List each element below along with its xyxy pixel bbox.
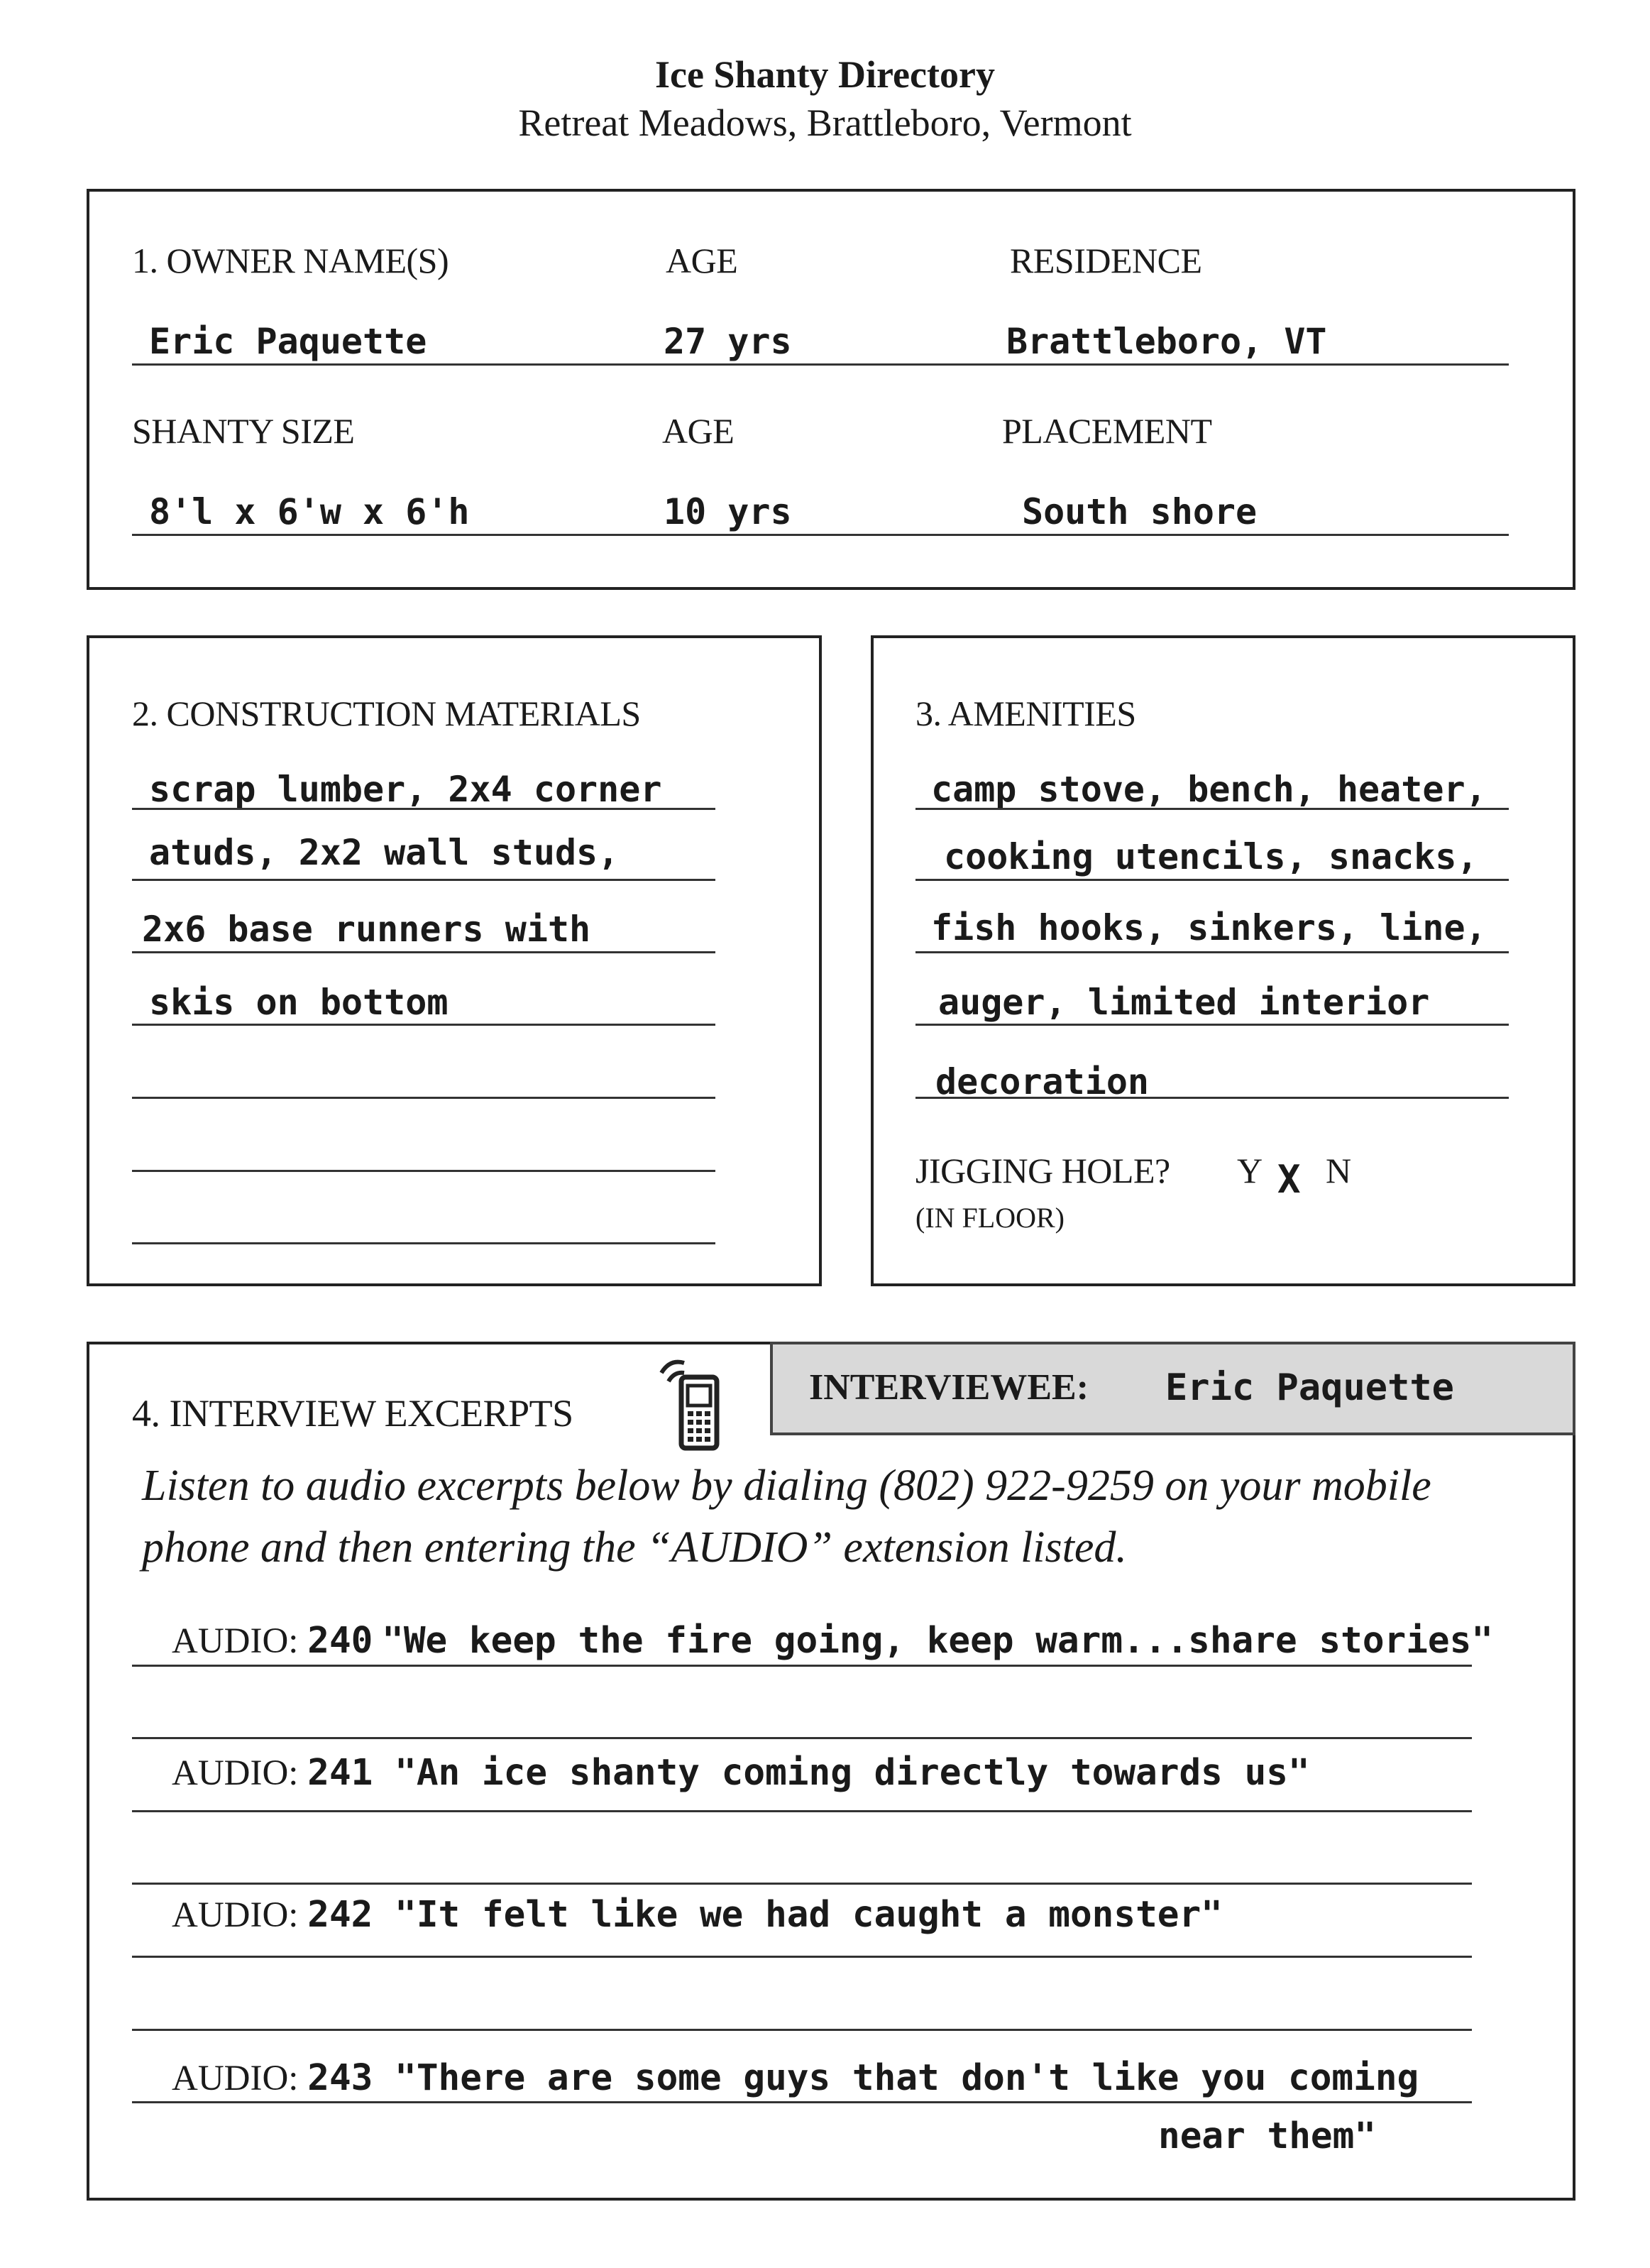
- audio-extension: 240: [307, 1620, 373, 1662]
- audio-excerpt-241[interactable]: [172, 1752, 1310, 1794]
- owner-row-underline: [132, 363, 1509, 366]
- interview-rule: [132, 1737, 1472, 1739]
- residence-value: Brattleboro, VT: [1006, 321, 1327, 362]
- jigging-no-option: N: [1326, 1151, 1351, 1190]
- amenities-line-1: camp stove, bench, heater,: [931, 769, 1487, 810]
- shanty-row-underline: [132, 534, 1509, 536]
- shanty-size-value: 8'l x 6'w x 6'h: [149, 491, 470, 532]
- interview-rule: [132, 1665, 1472, 1667]
- amenities-label: 3. AMENITIES: [915, 694, 1136, 733]
- materials-line-1: scrap lumber, 2x4 corner: [149, 769, 662, 810]
- interviewee-name: Eric Paquette: [1165, 1366, 1454, 1409]
- audio-prefix: AUDIO:: [172, 1895, 299, 1935]
- materials-line-2: atuds, 2x2 wall studs,: [149, 832, 620, 873]
- materials-rule: [132, 1242, 715, 1244]
- amenities-rule: [915, 951, 1509, 953]
- amenities-line-4: auger, limited interior: [938, 982, 1430, 1023]
- amenities-line-2: cooking utencils, snacks,: [944, 836, 1478, 877]
- interview-rule: [132, 2101, 1472, 2103]
- jigging-yes-option: Y: [1237, 1151, 1263, 1190]
- placement-value: South shore: [1022, 491, 1258, 532]
- amenities-rule: [915, 879, 1509, 881]
- materials-rule: [132, 1170, 715, 1172]
- audio-excerpt-240[interactable]: [172, 1620, 1493, 1662]
- interview-rule: [132, 1956, 1472, 1958]
- instructions-line-1: Listen to audio excerpts below by dialing (802) 922-9259 on your mobile: [142, 1462, 1431, 1510]
- audio-extension: 243: [307, 2057, 373, 2099]
- materials-line-4: skis on bottom: [149, 982, 449, 1023]
- audio-excerpt-242[interactable]: [172, 1894, 1223, 1936]
- audio-prefix: AUDIO:: [172, 2059, 299, 2098]
- amenities-line-3: fish hooks, sinkers, line,: [931, 907, 1487, 948]
- shanty-age-value: 10 yrs: [664, 491, 792, 532]
- audio-prefix: AUDIO:: [172, 1621, 299, 1661]
- audio-quote: "There are some guys that don't like you coming: [395, 2057, 1419, 2099]
- interview-label: 4. INTERVIEW EXCERPTS: [132, 1392, 573, 1435]
- audio-quote: "It felt like we had caught a monster": [395, 1894, 1223, 1936]
- amenities-rule: [915, 1024, 1509, 1026]
- shanty-size-label: SHANTY SIZE: [132, 411, 355, 451]
- owner-name-label: 1. OWNER NAME(S): [132, 241, 449, 280]
- document-subtitle: Retreat Meadows, Brattleboro, Vermont: [518, 102, 1132, 144]
- jigging-check-mark: X: [1277, 1157, 1301, 1202]
- audio-prefix: AUDIO:: [172, 1753, 299, 1793]
- mobile-phone-icon: [654, 1357, 725, 1453]
- audio-excerpt-243[interactable]: [172, 2057, 1419, 2099]
- owner-name-value: Eric Paquette: [149, 321, 427, 362]
- owner-age-value: 27 yrs: [664, 321, 792, 362]
- shanty-age-label: AGE: [662, 411, 735, 451]
- interview-rule: [132, 2029, 1472, 2031]
- jigging-note: (IN FLOOR): [915, 1202, 1065, 1234]
- materials-line-3: 2x6 base runners with: [142, 909, 591, 950]
- materials-rule: [132, 1024, 715, 1026]
- audio-quote-continuation: near them": [1158, 2115, 1377, 2157]
- amenities-rule: [915, 808, 1509, 810]
- residence-label: RESIDENCE: [1010, 241, 1202, 280]
- audio-extension: 242: [307, 1894, 373, 1936]
- materials-label: 2. CONSTRUCTION MATERIALS: [132, 694, 641, 733]
- amenities-line-5: decoration: [935, 1061, 1150, 1102]
- materials-rule: [132, 1097, 715, 1099]
- document-title: Ice Shanty Directory: [655, 53, 995, 96]
- audio-quote: "We keep the fire going, keep warm...share stories": [382, 1620, 1494, 1662]
- jigging-hole-label: JIGGING HOLE?: [915, 1151, 1170, 1190]
- materials-rule: [132, 879, 715, 881]
- owner-age-label: AGE: [666, 241, 738, 280]
- materials-rule: [132, 951, 715, 953]
- amenities-rule: [915, 1097, 1509, 1099]
- materials-rule: [132, 808, 715, 810]
- interview-rule: [132, 1810, 1472, 1812]
- interviewee-label: INTERVIEWEE:: [809, 1367, 1089, 1408]
- audio-quote: "An ice shanty coming directly towards us": [395, 1752, 1310, 1794]
- interview-rule: [132, 1883, 1472, 1885]
- placement-label: PLACEMENT: [1002, 411, 1212, 451]
- audio-extension: 241: [307, 1752, 373, 1794]
- instructions-line-2: phone and then entering the “AUDIO” extension listed.: [142, 1523, 1127, 1572]
